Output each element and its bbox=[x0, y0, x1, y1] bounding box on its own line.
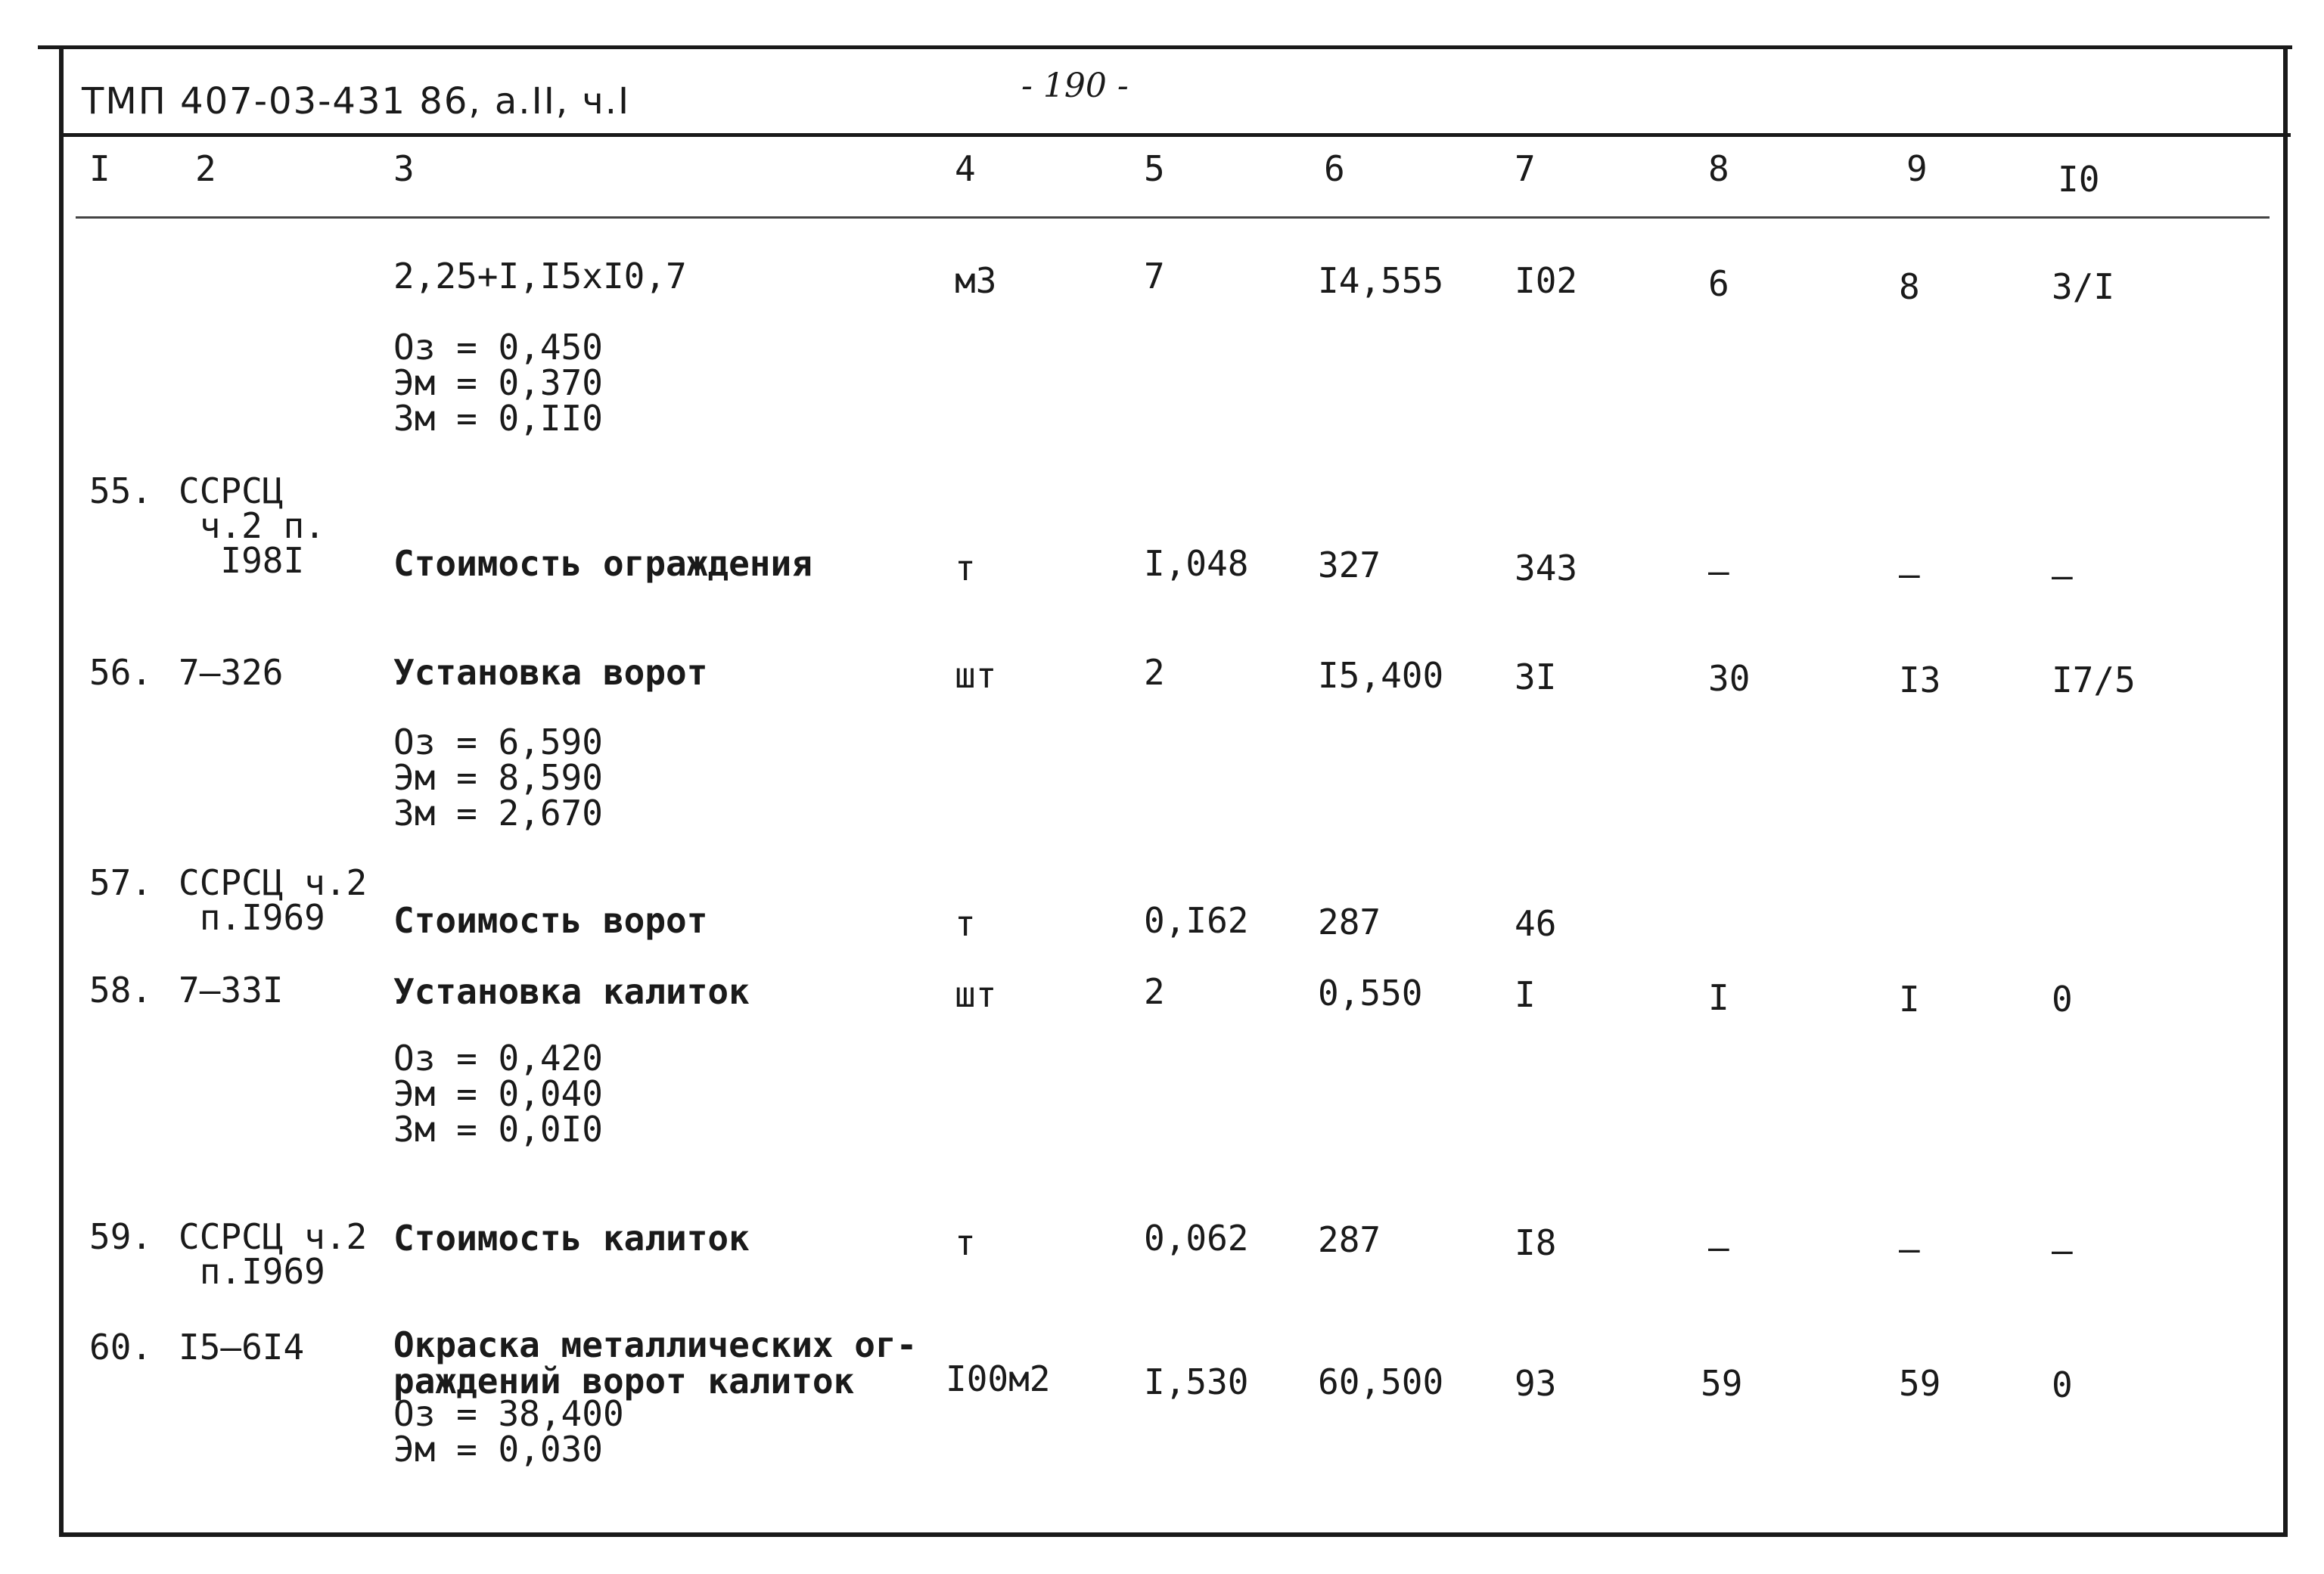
row-number: 56. bbox=[89, 652, 153, 693]
row-unit: шт bbox=[955, 655, 997, 696]
row-number: 55. bbox=[89, 470, 153, 511]
row-col10: 3/I bbox=[2052, 266, 2115, 307]
row-unit: шт bbox=[955, 974, 997, 1015]
row-unit-price: 327 bbox=[1318, 545, 1381, 585]
column-header: 9 bbox=[1906, 148, 1928, 189]
row-coefficients: Оз = 38,400 Эм = 0,030 bbox=[393, 1393, 624, 1470]
row-col8: – bbox=[1708, 551, 1729, 591]
column-header: 3 bbox=[393, 148, 415, 189]
row-description: Установка ворот bbox=[393, 652, 708, 693]
row-coefficients: Оз = 0,450 Эм = 0,370 Зм = 0,II0 bbox=[393, 327, 603, 439]
row-quantity: 0,062 bbox=[1144, 1218, 1249, 1259]
row-total: 3I bbox=[1515, 657, 1557, 697]
row-description: Стоимость ограждения bbox=[393, 543, 812, 584]
row-unit-price: I4,555 bbox=[1318, 260, 1444, 301]
row-quantity: 7 bbox=[1144, 256, 1165, 296]
row-quantity: 2 bbox=[1144, 971, 1165, 1012]
row-unit-price: 60,500 bbox=[1318, 1361, 1444, 1402]
row-col9: 59 bbox=[1899, 1363, 1941, 1404]
row-unit-price: I5,400 bbox=[1318, 655, 1444, 696]
row-col9: I bbox=[1899, 979, 1920, 1020]
row-total: 93 bbox=[1515, 1363, 1557, 1404]
row-quantity: 2 bbox=[1144, 652, 1165, 693]
row-description: Окраска металлических ог- раждений ворот калиток bbox=[393, 1324, 918, 1402]
row-col9: 8 bbox=[1899, 266, 1920, 307]
row-unit-price: 287 bbox=[1318, 902, 1381, 942]
row-total: I02 bbox=[1515, 260, 1578, 301]
column-header: 6 bbox=[1324, 148, 1345, 189]
document-code: ТМП 407-03-431 86, а.II, ч.I bbox=[82, 80, 631, 123]
column-header: 8 bbox=[1708, 148, 1729, 189]
row-number: 57. bbox=[89, 862, 153, 903]
row-code: 7–326 bbox=[179, 652, 284, 693]
column-header-rule bbox=[76, 216, 2270, 219]
row-number: 60. bbox=[89, 1327, 153, 1368]
row-code: 7–33I bbox=[179, 970, 284, 1011]
row-col9: I3 bbox=[1899, 660, 1941, 700]
column-header: 2 bbox=[195, 148, 216, 189]
row-code: ССРСЦ ч.2 п. I98I bbox=[179, 470, 325, 581]
row-description: Стоимость ворот bbox=[393, 900, 708, 941]
column-header: 4 bbox=[955, 148, 976, 189]
row-description: 2,25+I,I5xI0,7 bbox=[393, 256, 687, 296]
row-description: Установка калиток bbox=[393, 971, 750, 1012]
row-col9: – bbox=[1899, 1228, 1920, 1269]
row-unit: т bbox=[955, 903, 976, 944]
row-col9: – bbox=[1899, 554, 1920, 595]
row-total: 343 bbox=[1515, 548, 1578, 588]
page-number: - 190 - bbox=[1021, 67, 1129, 105]
row-total: I8 bbox=[1515, 1222, 1557, 1263]
column-header: 5 bbox=[1144, 148, 1165, 189]
row-col8: 59 bbox=[1701, 1363, 1743, 1404]
row-description: Стоимость калиток bbox=[393, 1218, 750, 1259]
row-col8: 6 bbox=[1708, 263, 1729, 304]
row-unit: т bbox=[955, 548, 976, 588]
row-col10: – bbox=[2052, 555, 2073, 596]
row-col8: I bbox=[1708, 977, 1729, 1018]
row-unit: т bbox=[955, 1222, 976, 1263]
row-quantity: I,048 bbox=[1144, 543, 1249, 584]
row-number: 59. bbox=[89, 1216, 153, 1257]
column-header: 7 bbox=[1515, 148, 1536, 189]
column-header: I bbox=[89, 148, 110, 189]
row-unit-price: 287 bbox=[1318, 1219, 1381, 1260]
header-rule bbox=[61, 133, 2291, 137]
row-total: I bbox=[1515, 974, 1536, 1015]
row-code: ССРСЦ ч.2 п.I969 bbox=[179, 1216, 368, 1292]
row-col10: 0 bbox=[2052, 1364, 2073, 1405]
column-header: I0 bbox=[2058, 159, 2100, 200]
row-quantity: 0,I62 bbox=[1144, 900, 1249, 941]
row-coefficients: Оз = 0,420 Эм = 0,040 Зм = 0,0I0 bbox=[393, 1038, 603, 1150]
row-code: I5–6I4 bbox=[179, 1327, 305, 1368]
row-col8: 30 bbox=[1708, 658, 1751, 699]
row-quantity: I,530 bbox=[1144, 1361, 1249, 1402]
row-col8: – bbox=[1708, 1227, 1729, 1268]
row-code: ССРСЦ ч.2 п.I969 bbox=[179, 862, 368, 938]
row-total: 46 bbox=[1515, 903, 1557, 944]
row-unit: I00м2 bbox=[946, 1358, 1051, 1399]
row-col10: 0 bbox=[2052, 979, 2073, 1020]
row-col10: I7/5 bbox=[2052, 660, 2136, 700]
row-unit-price: 0,550 bbox=[1318, 973, 1423, 1014]
row-col10: – bbox=[2052, 1230, 2073, 1271]
row-number: 58. bbox=[89, 970, 153, 1011]
row-unit: м3 bbox=[955, 260, 997, 301]
row-coefficients: Оз = 6,590 Эм = 8,590 Зм = 2,670 bbox=[393, 722, 603, 834]
